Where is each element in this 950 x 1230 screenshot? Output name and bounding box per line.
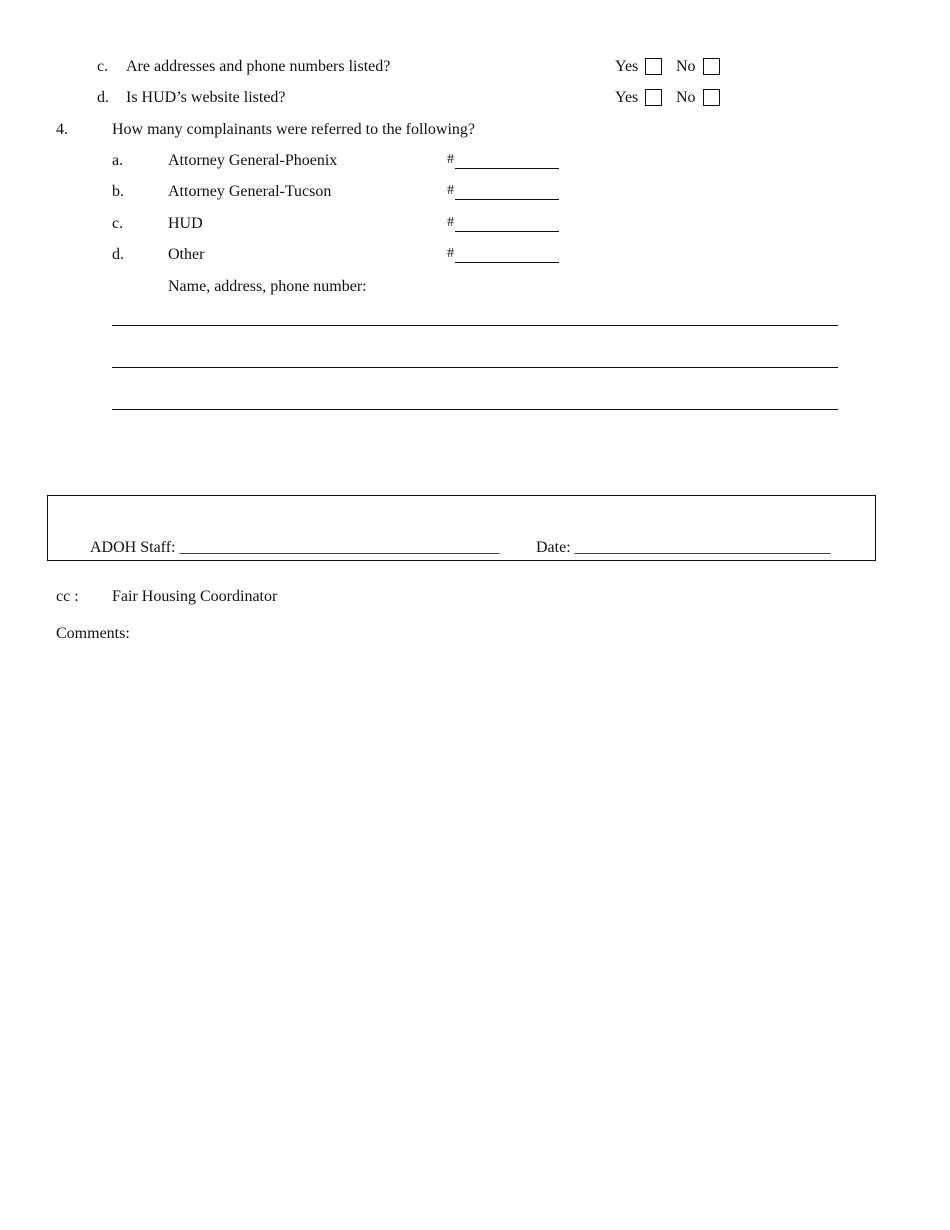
question-4d-count-field[interactable]: [455, 262, 559, 263]
question-3c-text: Are addresses and phone numbers listed?: [126, 58, 391, 75]
date-field[interactable]: Date: ________________________________: [536, 539, 831, 556]
question-4-text: How many complainants were referred to the following?: [112, 121, 475, 138]
question-3c-yes-checkbox[interactable]: [645, 58, 662, 75]
question-3c-letter: c.: [97, 58, 109, 75]
cc-label: cc :: [56, 588, 79, 605]
question-3d-letter: d.: [97, 89, 109, 106]
question-3c-no-label: No: [676, 58, 696, 75]
question-4b-letter: b.: [112, 183, 124, 200]
contact-info-line-3[interactable]: [112, 409, 838, 410]
question-3d-yes-checkbox[interactable]: [645, 89, 662, 106]
question-3d-no-label: No: [676, 89, 696, 106]
question-3d-yes-label: Yes: [615, 89, 639, 106]
contact-info-line-1[interactable]: [112, 325, 838, 326]
question-3c-no-checkbox[interactable]: [703, 58, 720, 75]
question-4c-count-field[interactable]: [455, 231, 559, 232]
question-4a-hash: #: [447, 152, 454, 167]
comments-label: Comments:: [56, 625, 130, 642]
adoh-staff-field[interactable]: ADOH Staff: ________________________________________: [90, 539, 500, 556]
question-4a-letter: a.: [112, 152, 124, 169]
question-4c-letter: c.: [112, 215, 124, 232]
question-3c-yes-label: Yes: [615, 58, 639, 75]
question-4b-label: Attorney General-Tucson: [168, 183, 332, 200]
question-3d-text: Is HUD’s website listed?: [126, 89, 286, 106]
question-4d-letter: d.: [112, 246, 124, 263]
contact-info-label: Name, address, phone number:: [168, 278, 367, 295]
question-4a-count-field[interactable]: [455, 168, 559, 169]
question-3d-no-checkbox[interactable]: [703, 89, 720, 106]
contact-info-line-2[interactable]: [112, 367, 838, 368]
question-4b-hash: #: [447, 183, 454, 198]
question-4-number: 4.: [56, 121, 68, 138]
question-4d-hash: #: [447, 246, 454, 261]
question-4d-label: Other: [168, 246, 205, 263]
question-4a-label: Attorney General-Phoenix: [168, 152, 338, 169]
question-4c-label: HUD: [168, 215, 203, 232]
question-4b-count-field[interactable]: [455, 199, 559, 200]
cc-value: Fair Housing Coordinator: [112, 588, 278, 605]
question-4c-hash: #: [447, 215, 454, 230]
